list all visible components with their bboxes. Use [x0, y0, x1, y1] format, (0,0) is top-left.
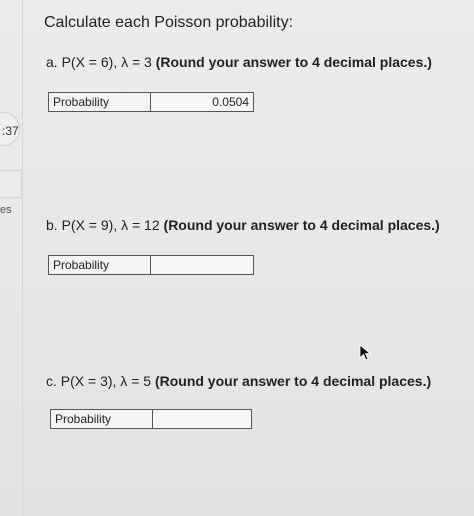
answer-input-b[interactable]	[151, 256, 253, 274]
timer-text: :37	[2, 124, 19, 138]
answer-label: Probability	[49, 93, 151, 111]
question-expression: P(X = 3), λ = 5	[60, 373, 152, 389]
left-sidebar-rail	[0, 0, 23, 516]
answer-label: Probability	[51, 410, 153, 428]
sidebar-box	[0, 170, 22, 198]
question-expression: P(X = 6), λ = 3	[61, 54, 152, 70]
answer-input-c[interactable]	[153, 410, 251, 428]
mouse-cursor-icon	[359, 344, 373, 362]
question-b	[46, 217, 440, 233]
question-part-label: b.	[46, 217, 58, 233]
answer-input-wrap	[151, 93, 253, 111]
question-a	[46, 54, 432, 70]
question-part-label: a.	[46, 54, 58, 70]
question-part-label: c.	[46, 373, 57, 389]
question-instruction: (Round your answer to 4 decimal places.)	[154, 373, 432, 389]
question-c	[46, 373, 431, 389]
answer-input-a[interactable]	[151, 93, 253, 111]
answer-row-c	[50, 409, 252, 429]
answer-row-a	[48, 92, 254, 112]
answer-input-wrap	[151, 256, 253, 274]
page-title: Calculate each Poisson probability:	[44, 14, 294, 31]
question-instruction: (Round your answer to 4 decimal places.)	[155, 54, 432, 70]
answer-label: Probability	[49, 256, 151, 274]
question-expression: P(X = 9), λ = 12	[61, 217, 160, 233]
question-instruction: (Round your answer to 4 decimal places.)	[163, 217, 440, 233]
answer-row-b	[48, 255, 254, 275]
sidebar-partial-label: es	[0, 204, 12, 216]
answer-input-wrap	[153, 410, 251, 428]
